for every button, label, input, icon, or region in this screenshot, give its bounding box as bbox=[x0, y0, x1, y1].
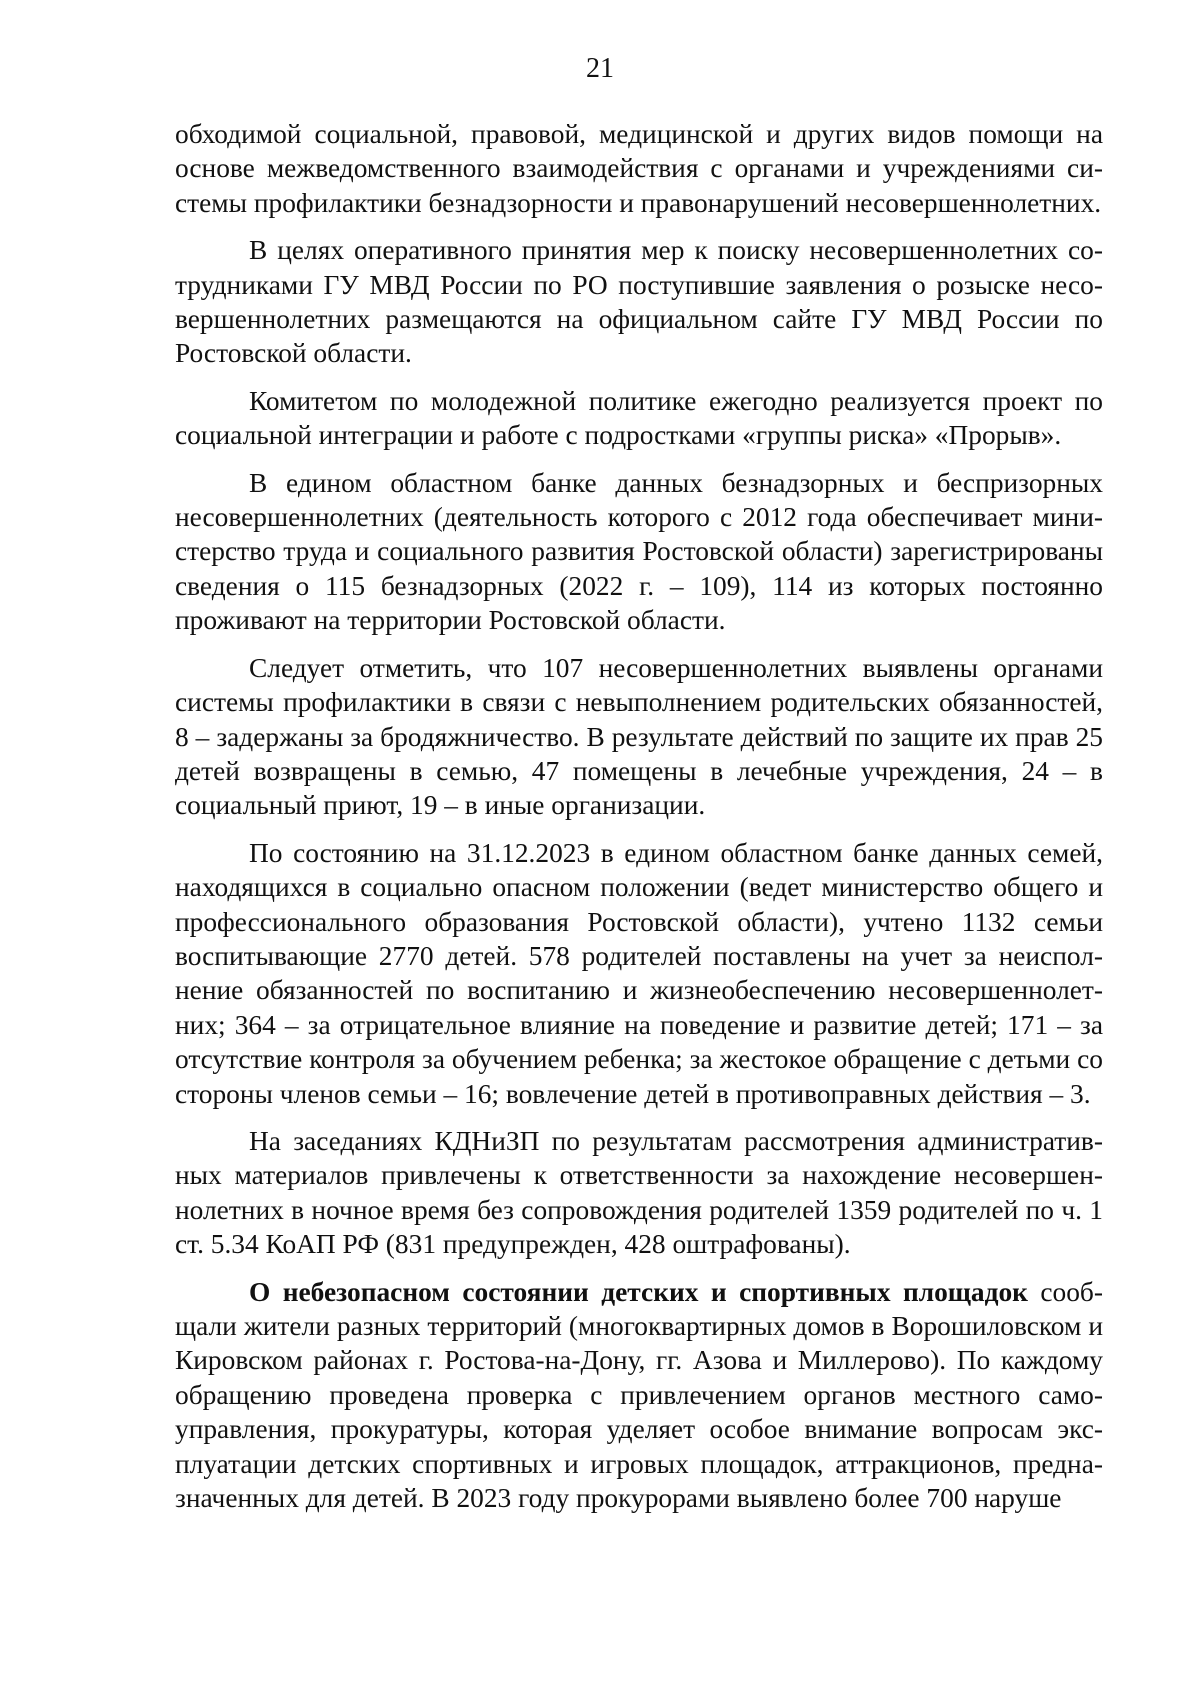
paragraph-text: Комитетом по молодежной политике ежегодно реализуется проект по социальной интеграции и работе с подростками «группы риска» «Прорыв». bbox=[175, 385, 1103, 451]
paragraph-data-bank bbox=[175, 466, 1103, 638]
paragraph-text: Следует отметить, что 107 несовершеннолетних выявлены органами системы профилактики в связи с невыполнением родительских обязанностей, 8 – задержаны за бродяжничество. В результате действий по защите их прав 25 детей возвращены в семью, 47 помещены в лечебные учреждения, 24 – в социальный приют, 19 – в иные организации. bbox=[175, 652, 1103, 821]
document-body bbox=[175, 117, 1103, 1528]
paragraph-text: В целях оперативного принятия мер к поиску несовершеннолетних сотрудниками ГУ МВД России по РО поступившие заявления о розыске несовершеннолетних размещаются на официальном сайте ГУ МВД России по Ростовской области. bbox=[175, 235, 1103, 369]
paragraph-text: сообщали жители разных территорий (многоквартирных домов в Ворошиловском и Кировском районах г. Ростова-на-Дону, гг. Азова и Миллерово). По каждому обращению проведена проверка с привлечением органов местного самоуправления, прокуратуры, которая уделяет особое внимание вопросам эксплуатации детских спортивных и игровых площадок, аттракционов, предназначенных для детей. В 2023 году прокурорами выявлено более 700 наруше bbox=[175, 1276, 1103, 1514]
paragraph-text: По состоянию на 31.12.2023 в едином областном банке данных семей, находящихся в социально опасном положении (ведет министерство общего и профессионального образования Ростовской области), учтено 1132 семьи воспитывающие 2770 детей. 578 родителей поставлены на учет за неисполнение обязанностей по воспитанию и жизнеобеспечению несовершеннолетних; 364 – за отрицательное влияние на поведение и развитие детей; 171 – за отсутствие контроля за обучением ребенка; за жестокое обращение с детьми со стороны членов семьи – 16; вовлечение детей в противоправных действия – 3. bbox=[175, 837, 1103, 1109]
paragraph-text: обходимой социальной, правовой, медицинской и других видов помощи на основе межведомственного взаимодействия с органами и учреждениями системы профилактики безнадзорности и правонарушений несовершеннолетних. bbox=[175, 119, 1103, 218]
paragraph-youth-policy bbox=[175, 384, 1103, 453]
page-number: 21 bbox=[586, 53, 614, 84]
paragraph-text: На заседаниях КДНиЗП по результатам рассмотрения административных материалов привлечены к ответственности за нахождение несовершеннолетних в ночное время без сопровождения родителей 1359 родителей по ч. 1 ст. 5.34 КоАП РФ (831 предупрежден, 428 оштрафованы). bbox=[175, 1125, 1103, 1260]
bold-lead-text: О небезопасном состоянии детских и спортивных площадок bbox=[249, 1276, 1028, 1307]
paragraph-prevention-results bbox=[175, 651, 1103, 823]
paragraph-commission-meetings bbox=[175, 1124, 1103, 1262]
paragraph-playgrounds bbox=[175, 1275, 1103, 1516]
paragraph-families-register bbox=[175, 836, 1103, 1111]
paragraph-text: В едином областном банке данных безнадзорных и беспризорных несовершеннолетних (деятельность которого с 2012 года обеспечивает министерство труда и социального развития Ростовской области) зарегистрированы сведения о 115 безнадзорных (2022 г. – 109), 114 из которых постоянно проживают на территории Ростовской области. bbox=[175, 467, 1103, 636]
paragraph-continuation bbox=[175, 117, 1103, 220]
paragraph-minor-search bbox=[175, 233, 1103, 371]
